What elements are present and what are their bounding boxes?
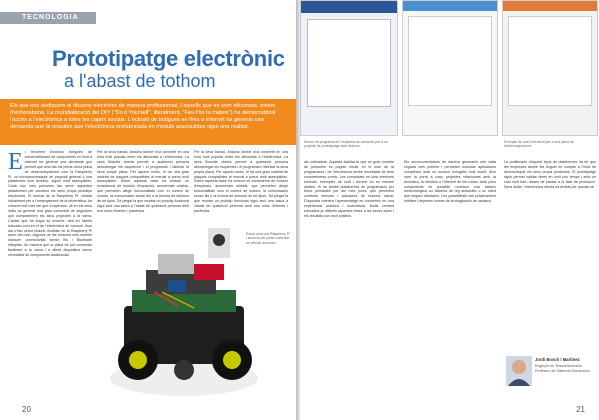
left-column-1-text: l fenomen d'eclosió botigues de comercialització de components en línia a Internet ha generat una demanda que permet que avui dia els preus d'una placa de desenvolupament com la Raspberry Pi, un microprocessador de propòsit general o una plataforma com Arduino, siguin molt assequibles. Cada cop més persones fan servir aquestes plataformes per construir els seus propis prototips electrònics. El mercat de la Raspberry Pi, creada inicialment per a l'ensenyament de la informàtica, ha crescut molt més del que s'esperava. Ja en els seus inicis va generar una gran comunitat de seguidors que comparteixen els seus projectes a la xarxa. L'abast que ha tingut és enorme, tant en l'àmbit educatiu com en el de l'electrònica de consum. Avui dia s'han venut milions d'unitats de la Raspberry Pi arreu del món. Algunes de les versions més recents inclouen connectivitat sense fils i Bluetooth integrats, de manera que la placa es pot connectar fàcilment a la xarxa i a altres dispositius sense necessitat de components addicionals. [8, 150, 92, 258]
lead-paragraph: Els que ens dediquem al disseny electrònic de manera professional, i aquells que en som aficionats, estem d'enhorabona. La mundialització del DIY ("Do it Yourself", literalment, "Fes-t'ho tu mateix") ha democratitzat l'accés a l'electrònica a totes les capes socials. L'eclosió de botigues en línia a Internet ha generat una demanda que fa possible que l'electrònica prefabricada en mòduls assequibles sigui una realitat. [0, 99, 296, 145]
screenshot-2-toolbar [403, 1, 497, 11]
right-page [300, 0, 599, 420]
screenshot-caption-1: Entorn de programació i esquema de connexió per a un projecte de prototipatge amb Arduino. [304, 140, 388, 149]
screenshot-caption-2: Exemple de codi font escrit per a una placa de desenvolupament. [504, 140, 574, 149]
screenshot-3-toolbar [503, 1, 597, 11]
screenshot-2-content [408, 16, 492, 106]
author-bio: Enginyer en Telecomunicació. Professor de Sistemes Electrònics. [535, 364, 591, 373]
left-page [0, 0, 296, 420]
author-box [535, 357, 595, 415]
screenshot-1-toolbar [301, 1, 397, 13]
author-photo-icon [506, 356, 532, 386]
screenshot-3-content [508, 16, 592, 106]
author-name: Jordi Bosch i Martínez [535, 357, 580, 362]
screenshot-1-content [307, 19, 391, 107]
left-column-3: Per la seva banda, Arduino també s'ha convertit en una eina molt popular entre els aficionats a l'electrònica. La seva filosofia oberta permet a qualsevol persona descarregar els esquemes i el programari i fabricar la seva pròpia placa. Per aquest motiu, hi ha una gran varietat de plaques compatibles al mercat a preus molt assequibles. Sobre aquesta base ha crescut un ecosistema de mòduls d'expansió, anomenats shields, que permeten afegir funcionalitats com el control de motors, la comunicació sense fils o la lectura de sensors de tot tipus. Tot plegat fa que muntar un prototip funcional sigui avui una tasca a l'abast de qualsevol persona amb una mica d'interès i paciència. [194, 150, 288, 213]
screenshot-3 [502, 0, 598, 136]
robot-photo [98, 210, 266, 406]
page-number-right: 21 [576, 405, 585, 414]
right-column-1: als ordinadors. Aquesta facilitat fa que un gran nombre de persones es puguin iniciar en el món de la programació i de l'electrònica sense necessitat de tenir coneixements previs. Les comunitats en línia ofereixen tutorials, exemples de codi i fòrums on es resolen dubtes. Hi ha també plataformes de programació per blocs pensades per als més joves, que permeten controlar sensors i actuadors de manera visual. D'aquesta manera l'aprenentatge es converteix en una experiència pràctica i motivadora. Molts centres educatius ja utilitzen aquestes eines a les seves aules i els resultats són molt positius. [304, 160, 394, 218]
left-column-2: Per la seva banda, Arduino també s'ha convertit en una eina molt popular entre els aficionats a l'electrònica. La seva filosofia oberta permet a qualsevol persona descarregar els esquemes i el programari i fabricar la seva pròpia placa. Per aquest motiu, hi ha una gran varietat de plaques compatibles al mercat a preus molt assequibles. Sobre aquesta base ha crescut un ecosistema de mòduls d'expansió, anomenats shields, que permeten afegir funcionalitats com el control de motors, la comunicació sense fils o la lectura de sensors de tot tipus. Tot plegat fa que muntar un prototip funcional sigui avui una tasca a l'abast de qualsevol persona amb una mica d'interès i paciència. [97, 150, 189, 213]
right-column-2: Els microcontroladors de darrera generació són cada vegada més potents i permeten executar aplicacions complexes amb un consum energètic molt reduït. Això obre la porta a nous projectes relacionats amb la domòtica, la robòtica o l'Internet de les coses. Amb pocs components és possible construir una estació meteorològica, un sistema de reg automàtic o un robot que esquivi obstacles. Les possibilitats són pràcticament infinites i depenen només de la imaginació de cadascú. [404, 160, 496, 204]
section-tag: TECNOLOGIA [0, 12, 96, 24]
left-column-1 [8, 150, 92, 408]
screenshot-2 [402, 0, 498, 136]
screenshot-1 [300, 0, 398, 136]
page-subtitle: a l'abast de tothom [64, 71, 216, 91]
dropcap: E [8, 149, 23, 175]
page-number-left: 20 [22, 405, 31, 414]
page-title: Prototipatge electrònic [52, 46, 285, 71]
right-column-3: La proliferació d'aquest tipus de plataformes ha fet que les empreses també les tinguin en compte a l'hora de desenvolupar els seus propis productes. El prototipatge ràpid permet validar idees en molt poc temps i amb un cost molt baix, abans de passar a la fase de producció. Sens dubte, l'electrònica oberta ha arribat per quedar-se. [504, 160, 596, 189]
author-avatar [506, 356, 532, 386]
photo-caption: Robot amb una Raspberry Pi i sensors per poder controlar un vehicle autònom. [246, 232, 290, 245]
